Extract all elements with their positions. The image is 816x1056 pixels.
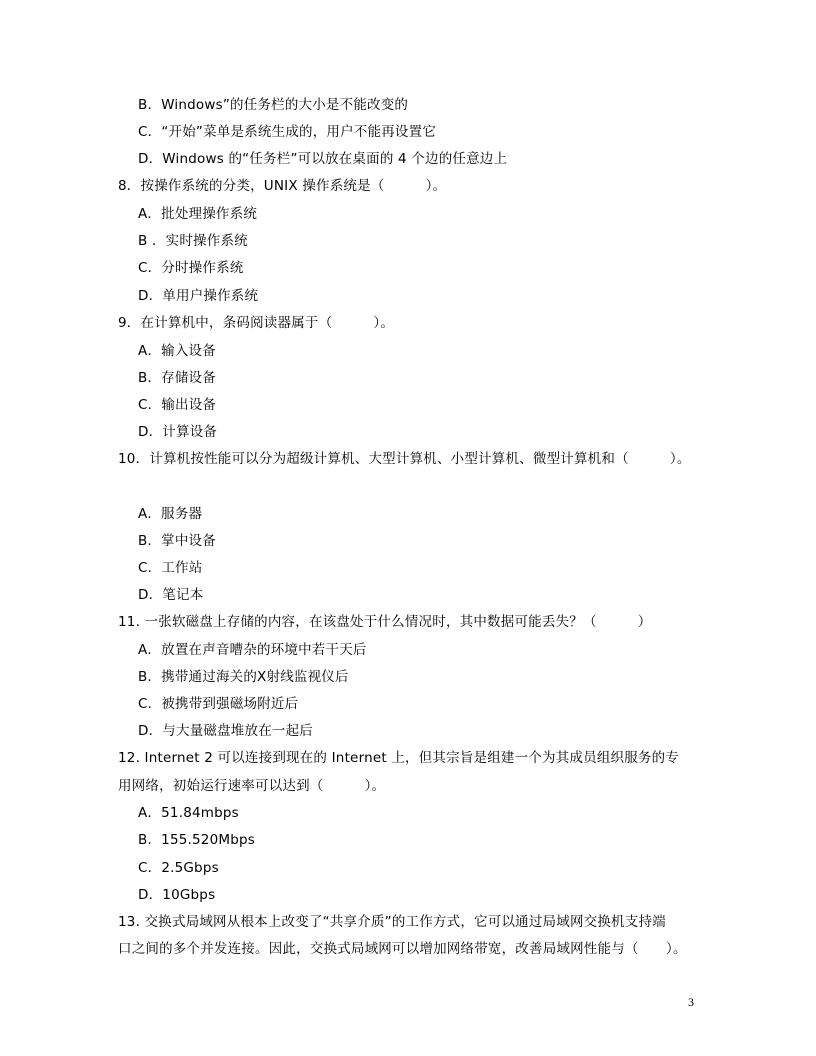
question-13-line-1: 13. 交换式局域网从根本上改变了“共享介质”的工作方式，它可以通过局域网交换机支持端	[118, 914, 666, 930]
q7-option-d: D．Windows 的“任务栏”可以放在桌面的 4 个边的任意边上	[138, 151, 508, 167]
q12-option-b: B．155.520Mbps	[138, 832, 256, 848]
question-11: 11. 一张软磁盘上存储的内容，在该盘处于什么情况时，其中数据可能丢失？（ ）	[118, 614, 652, 630]
q9-option-b: B．存储设备	[138, 370, 216, 386]
q12-option-d: D．10Gbps	[138, 887, 216, 903]
q10-option-b: B．掌中设备	[138, 533, 216, 549]
q12-option-a: A．51.84mbps	[138, 805, 239, 821]
q11-option-b: B．携带通过海关的X射线监视仪后	[138, 669, 349, 685]
q7-option-c: C．“开始”菜单是系统生成的，用户不能再设置它	[138, 124, 437, 140]
page-number: 3	[688, 995, 694, 1009]
q9-option-a: A．输入设备	[138, 343, 216, 359]
question-12-line-2: 用网络，初始运行速率可以达到（ ）。	[118, 778, 386, 794]
q8-option-c: C．分时操作系统	[138, 260, 244, 276]
q10-option-a: A．服务器	[138, 506, 203, 522]
q9-option-d: D．计算设备	[138, 424, 218, 440]
q11-option-a: A．放置在声音嘈杂的环境中若干天后	[138, 642, 367, 658]
question-13-line-2: 口之间的多个并发连接。因此，交换式局域网可以增加网络带宽，改善局域网性能与（ ）。	[118, 941, 687, 957]
q10-option-d: D．笔记本	[138, 587, 204, 603]
question-12-line-1: 12. Internet 2 可以连接到现在的 Internet 上，但其宗旨是组建一个为其成员组织服务的专	[118, 750, 680, 766]
q12-option-c: C．2.5Gbps	[138, 860, 219, 876]
question-8: 8．按操作系统的分类，UNIX 操作系统是（ ）。	[118, 178, 447, 194]
q8-option-d: D．单用户操作系统	[138, 288, 259, 304]
q10-option-c: C．工作站	[138, 560, 203, 576]
q7-option-b: B．Windows”的任务栏的大小是不能改变的	[138, 97, 409, 113]
q8-option-a: A．批处理操作系统	[138, 206, 258, 222]
q11-option-c: C．被携带到强磁场附近后	[138, 696, 299, 712]
q8-option-b: B ．实时操作系统	[138, 233, 248, 249]
question-9: 9．在计算机中，条码阅读器属于（ ）。	[118, 315, 395, 331]
q9-option-c: C．输出设备	[138, 397, 217, 413]
question-10: 10．计算机按性能可以分为超级计算机、大型计算机、小型计算机、微型计算机和（ ）。	[118, 451, 691, 467]
q11-option-d: D．与大量磁盘堆放在一起后	[138, 723, 313, 739]
